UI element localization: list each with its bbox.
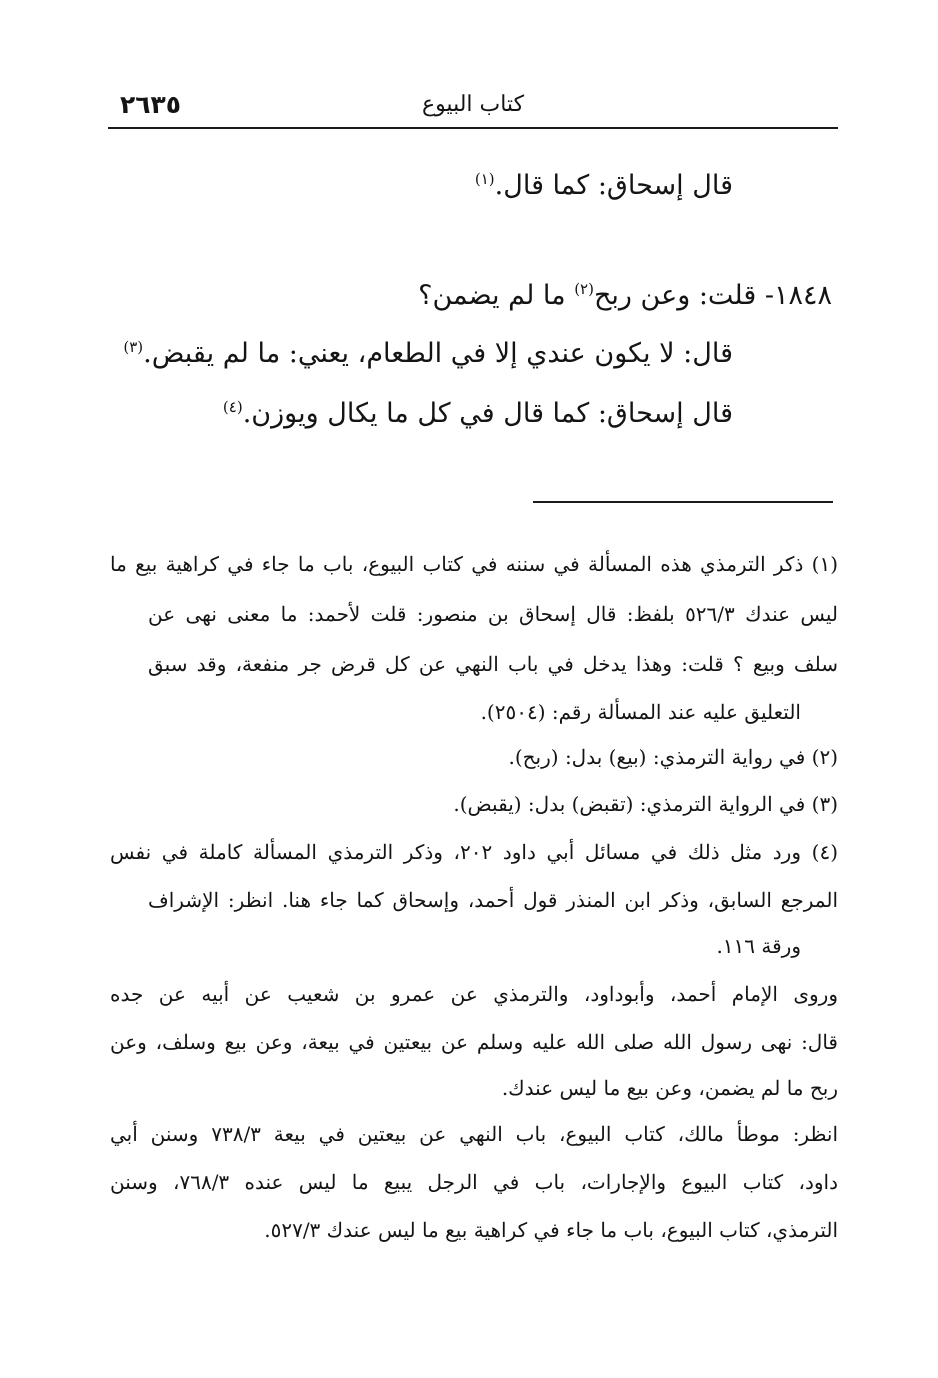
footnote-separator xyxy=(533,501,833,503)
footnote-4-line-5: قال: نهى رسول الله صلى الله عليه وسلم عن بيعتين في بيعة، وعن بيع وسلف، وعن xyxy=(110,1030,838,1054)
main-line-4 xyxy=(223,398,733,429)
page-header xyxy=(108,86,838,126)
footnote-4-line-2: المرجع السابق، وذكر ابن المنذر قول أحمد، وإسحاق كما جاء هنا. انظر: الإشراف xyxy=(148,888,838,912)
footnote-4-line-7: انظر: موطأ مالك، كتاب البيوع، باب النهي عن بيعتين في بيعة ٧٣٨/٣ وسنن أبي xyxy=(110,1122,838,1146)
main-line-1 xyxy=(475,170,733,201)
issue-number: ١٨٤٨- xyxy=(764,280,832,311)
footnote-4-line-1: (٤) ورد مثل ذلك في مسائل أبي داود ٢٠٢، وذكر الترمذي المسألة كاملة في نفس xyxy=(110,840,838,864)
main-line-1-text: قال إسحاق: كما قال. xyxy=(494,170,733,201)
footnote-3: (٣) في الرواية الترمذي: (تقبض) بدل: (يقبض). xyxy=(453,792,838,816)
page-number: ٢٦٣٥ xyxy=(120,90,182,119)
footnote-1-line-3: سلف وبيع ؟ قلت: وهذا يدخل في باب النهي عن كل قرض جر منفعة، وقد سبق xyxy=(148,652,838,676)
main-line-3-text: قال: لا يكون عندي إلا في الطعام، يعني: ما لم يقبض. xyxy=(143,338,733,369)
main-line-2-text-a: قلت: وعن ربح xyxy=(593,280,765,311)
footnote-4-line-4: وروى الإمام أحمد، وأبوداود، والترمذي عن عمرو بن شعيب عن أبيه عن جده xyxy=(110,982,838,1006)
main-line-2 xyxy=(418,280,832,311)
main-line-3 xyxy=(123,338,733,369)
main-line-4-text: قال إسحاق: كما قال في كل ما يكال ويوزن. xyxy=(242,398,733,429)
footnote-4-line-6: ربح ما لم يضمن، وعن بيع ما ليس عندك. xyxy=(501,1076,838,1100)
footnote-1-line-4: التعليق عليه عند المسألة رقم: (٢٥٠٤). xyxy=(480,700,801,724)
footnote-2: (٢) في رواية الترمذي: (بيع) بدل: (ربح). xyxy=(508,745,838,769)
footnote-ref-4: (٤) xyxy=(222,398,243,416)
footnote-ref-1: (١) xyxy=(474,170,495,188)
footnote-ref-2: (٢) xyxy=(574,280,594,298)
running-title: كتاب البيوع xyxy=(421,92,525,117)
footnote-1-line-2: ليس عندك ٥٢٦/٣ بلفظ: قال إسحاق بن منصور: قلت لأحمد: ما معنى نهى عن xyxy=(148,602,838,626)
main-line-2-text-b: ما لم يضمن؟ xyxy=(418,280,575,311)
footnote-ref-3: (٣) xyxy=(123,338,144,356)
header-rule xyxy=(108,127,838,129)
footnote-4-line-8: داود، كتاب البيوع والإجارات، باب في الرجل يبيع ما ليس عنده ٧٦٨/٣، وسنن xyxy=(110,1170,838,1194)
footnote-1-line-1: (١) ذكر الترمذي هذه المسألة في سننه في كتاب البيوع، باب ما جاء في كراهية بيع ما xyxy=(110,552,838,576)
footnote-4-line-3: ورقة ١١٦. xyxy=(716,934,801,958)
footnote-4-line-9: الترمذي، كتاب البيوع، باب ما جاء في كراهية بيع ما ليس عندك ٥٢٧/٣. xyxy=(264,1218,838,1242)
